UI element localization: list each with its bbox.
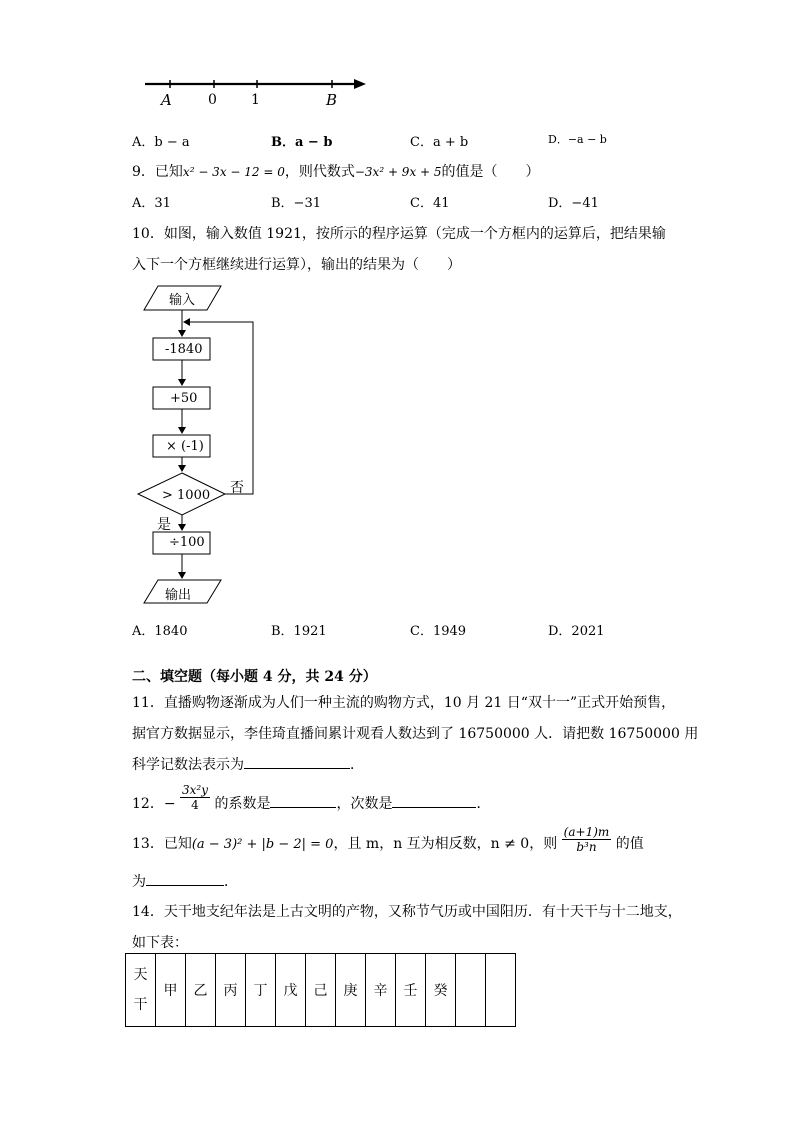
q9-prefix: 9．已知 xyxy=(132,164,183,180)
table-cell: 己 xyxy=(306,954,336,1027)
flow-decision-label: > 1000 xyxy=(162,488,211,503)
flow-input-label: 输入 xyxy=(169,293,196,308)
q9-middle: ，则代数式 xyxy=(284,164,355,180)
q9-option-c: C．41 xyxy=(410,196,450,211)
q10-line2: 入下一个方框继续进行运算），输出的结果为（ ） xyxy=(132,257,461,273)
q11-line2: 据官方数据显示，李佳琦直播间累计观看人数达到了 16750000 人．请把数 16750000 用 xyxy=(132,726,699,742)
q14-line1: 14．天干地支纪年法是上古文明的产物，又称节气历或中国阳历．有十天干与十二地支， xyxy=(132,904,682,920)
q8-option-d: D．−a − b xyxy=(548,133,607,146)
number-line-label-0: 0 xyxy=(208,92,217,108)
table-cell: 辛 xyxy=(366,954,396,1027)
q9-option-d: D．−41 xyxy=(548,196,599,211)
q11-line3 xyxy=(132,754,364,774)
table-header-cell xyxy=(126,954,156,1027)
q13-mid: ，且 m，n 互为相反数，n ≠ 0，则 xyxy=(333,836,558,852)
number-line-label-1: 1 xyxy=(251,92,260,108)
q9-suffix: 的值是（ ） xyxy=(441,164,540,180)
q12-end: ． xyxy=(476,796,491,812)
q9-option-b: B．−31 xyxy=(271,196,321,211)
q9-expression: −3x² + 9x + 5 xyxy=(354,165,442,179)
q10-option-a: A．1840 xyxy=(132,624,188,639)
number-line xyxy=(140,70,380,115)
q11-line3-end: ． xyxy=(350,757,364,773)
q13-condition: (a − 3)² + |b − 2| = 0 xyxy=(191,837,334,852)
table-row xyxy=(126,954,516,1027)
q12-fraction xyxy=(180,783,210,812)
q13-frac-num: (a+1)m xyxy=(563,825,610,839)
q12-coefficient-blank[interactable] xyxy=(270,795,336,808)
q10-option-d: D．2021 xyxy=(548,624,605,639)
q8-option-a: A．b − a xyxy=(132,135,190,150)
number-line-label-b: B xyxy=(326,91,338,109)
heavenly-stems-table xyxy=(125,953,516,1027)
q12-prefix: 12．− xyxy=(132,796,176,812)
q12-frac-num: 3x²y xyxy=(182,783,208,797)
q12-degree-blank[interactable] xyxy=(392,795,476,808)
table-cell: 丙 xyxy=(216,954,246,1027)
q14-line2: 如下表： xyxy=(132,935,188,951)
flow-step4-label: ÷100 xyxy=(169,535,205,550)
q13 xyxy=(132,825,644,865)
q8-option-b: B．a − b xyxy=(271,135,333,150)
table-cell: 乙 xyxy=(186,954,216,1027)
flow-yes-label: 是 xyxy=(157,517,171,533)
q11-line3-text: 科学记数法表示为 xyxy=(132,757,244,773)
table-cell: 戊 xyxy=(276,954,306,1027)
q13-frac-den: b³n xyxy=(576,840,597,854)
table-cell: 庚 xyxy=(336,954,366,1027)
flow-step1-label: -1840 xyxy=(165,342,203,357)
q13-fraction xyxy=(562,825,612,854)
q13-line2 xyxy=(132,871,238,891)
q12-frac-den: 4 xyxy=(191,798,199,812)
q13-line2-text: 为 xyxy=(132,874,146,890)
table-cell: 癸 xyxy=(426,954,456,1027)
q9-stem xyxy=(132,161,540,181)
q8-option-c: C．a + b xyxy=(410,135,469,150)
number-line-label-a: A xyxy=(161,91,172,109)
q12-mid1: 的系数是 xyxy=(214,796,271,812)
flow-output-label: 输出 xyxy=(165,588,192,603)
q10-line1: 10．如图，输入数值 1921，按所示的程序运算（完成一个方框内的运算后，把结果输 xyxy=(132,226,666,242)
table-cell: 壬 xyxy=(396,954,426,1027)
section-2-title: 二、填空题（每小题 4 分，共 24 分） xyxy=(132,669,377,685)
table-cell[interactable] xyxy=(486,954,516,1027)
q9-option-a: A．31 xyxy=(132,196,171,211)
flow-step3-label: × (-1) xyxy=(166,439,204,454)
q12 xyxy=(132,783,490,823)
q9-condition: x² − 3x − 12 = 0 xyxy=(182,165,285,179)
flow-step2-label: +50 xyxy=(170,391,198,406)
stems-header: 天干 xyxy=(133,967,148,1013)
table-cell: 丁 xyxy=(246,954,276,1027)
q10-option-b: B．1921 xyxy=(271,624,327,639)
table-cell: 甲 xyxy=(156,954,186,1027)
q13-suffix: 的值 xyxy=(615,836,644,852)
table-cell[interactable] xyxy=(456,954,486,1027)
flow-no-label: 否 xyxy=(230,480,244,496)
q12-mid2: ，次数是 xyxy=(336,796,393,812)
q13-answer-blank[interactable] xyxy=(146,873,224,886)
q11-line1: 11．直播购物逐渐成为人们一种主流的购物方式，10 月 21 日“双十一”正式开始预售， xyxy=(132,695,676,711)
q13-prefix: 13．已知 xyxy=(132,836,192,852)
q10-option-c: C．1949 xyxy=(410,624,467,639)
q13-line2-end: ． xyxy=(224,874,238,890)
q11-answer-blank[interactable] xyxy=(244,756,350,769)
